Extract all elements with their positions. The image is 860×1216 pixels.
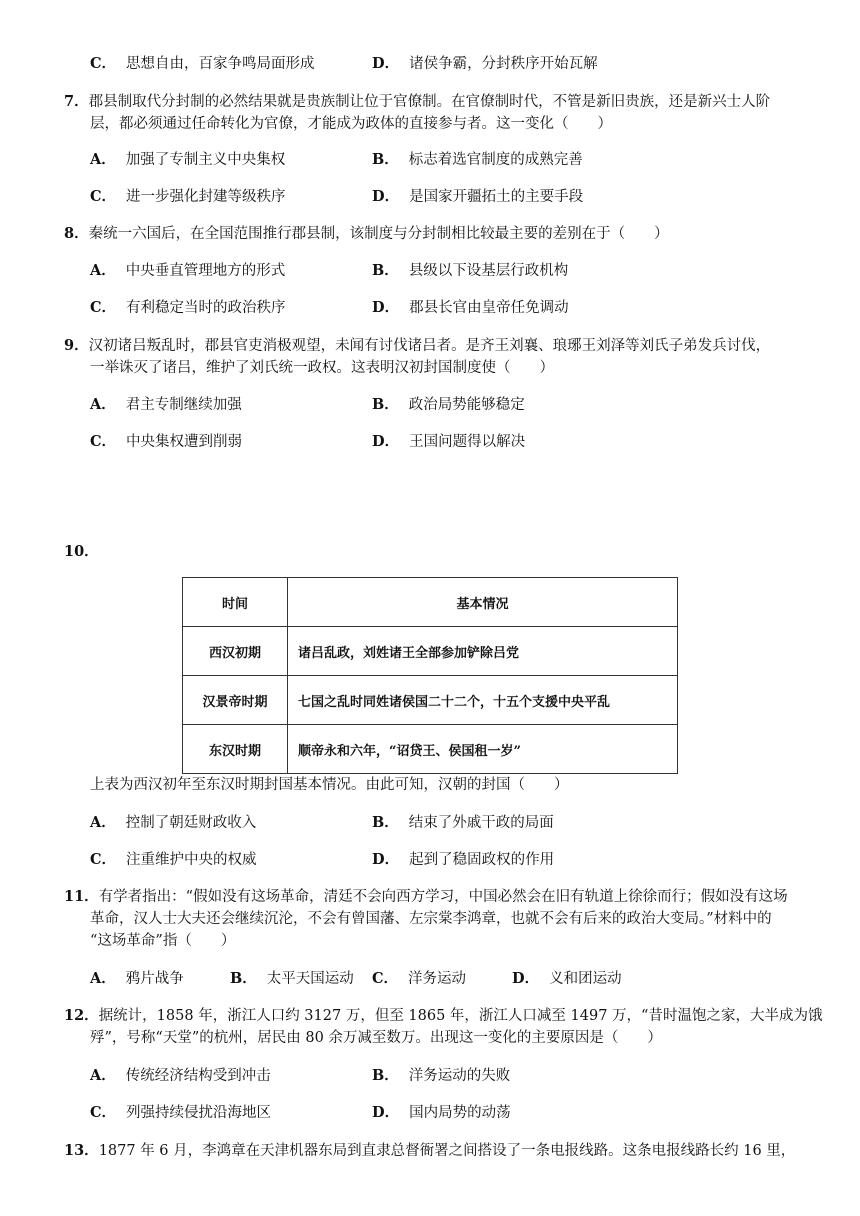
option-label: B．: [372, 1067, 399, 1084]
option-text: 传统经济结构受到冲击: [125, 1068, 271, 1084]
option-label: A．: [90, 1067, 116, 1084]
option-text: 洋务运动的失败: [408, 1068, 511, 1084]
option-label: B．: [372, 151, 399, 168]
option-label: C．: [372, 970, 399, 987]
q7-option-c[interactable]: [90, 187, 286, 207]
table-header-time: 时间: [183, 578, 288, 627]
option-text: 有利稳定当时的政治秩序: [126, 300, 286, 316]
option-text: 中央集权遭到削弱: [126, 434, 243, 450]
option-text: 控制了朝廷财政收入: [125, 815, 257, 831]
q7-option-b[interactable]: [372, 150, 583, 170]
q12-option-d[interactable]: [372, 1103, 511, 1123]
option-text: 注重维护中央的权威: [126, 852, 257, 868]
q7-option-a[interactable]: [90, 150, 285, 170]
option-label: A．: [90, 814, 116, 831]
q7-stem-line-1: [64, 92, 770, 112]
q11-stem-line-1: [64, 887, 788, 907]
table-row: [183, 676, 678, 725]
question-text: 1877 年 6 月，李鸿章在天津机器东局到直隶总督衙署之间搭设了一条电报线路。这条电报线路长约 16 里，: [98, 1143, 796, 1159]
option-text: 王国问题得以解决: [409, 434, 526, 450]
option-text: 县级以下设基层行政机构: [408, 263, 569, 279]
option-label: B．: [372, 262, 399, 279]
question-text: 据统计，1858 年，浙江人口约 3127 万，但至 1865 年，浙江人口减至 1497 万，“昔时温饱之家，大半成为饿: [98, 1008, 823, 1024]
q10-stem-line-1: 上表为西汉初年至东汉时期封国基本情况。由此可知，汉朝的封国（ ）: [90, 777, 569, 793]
option-label: C．: [90, 1104, 117, 1121]
q10-option-c[interactable]: [90, 850, 257, 870]
table-cell-situation: 诸吕乱政，刘姓诸王全部参加铲除吕党: [288, 627, 678, 676]
q8-stem-line-1: [64, 224, 669, 244]
q8-option-c[interactable]: [90, 298, 286, 318]
q8-option-d[interactable]: [372, 298, 569, 318]
q13-stem-line-1: [64, 1141, 795, 1161]
option-label: C．: [90, 188, 117, 205]
q6-option-c[interactable]: [90, 54, 315, 74]
q8-option-a[interactable]: [90, 261, 285, 281]
option-text: 进一步强化封建等级秩序: [126, 189, 286, 205]
question-number: 10．: [64, 543, 99, 560]
option-label: C．: [90, 55, 117, 72]
q9-stem-line-1: [64, 336, 770, 356]
q12-option-c[interactable]: [90, 1103, 271, 1123]
table-cell-situation: 顺帝永和六年，“诏贷王、侯国租一岁”: [288, 725, 678, 774]
q9-option-c[interactable]: [90, 432, 242, 452]
option-text: 是国家开疆拓土的主要手段: [409, 189, 584, 205]
option-label: C．: [90, 299, 117, 316]
table-cell-situation: 七国之乱时同姓诸侯国二十二个，十五个支援中央平乱: [288, 676, 678, 725]
question-text: 秦统一六国后，在全国范围推行郡县制，该制度与分封制相比较最主要的差别在于（ ）: [88, 226, 669, 242]
option-label: D．: [512, 970, 540, 987]
option-label: D．: [372, 55, 400, 72]
q12-stem-line-2: 殍”，号称“天堂”的杭州，居民由 80 余万减至数万。出现这一变化的主要原因是（ ）: [90, 1030, 662, 1046]
option-text: 君主专制继续加强: [125, 397, 242, 413]
q8-option-b[interactable]: [372, 261, 568, 281]
question-number: 13．: [64, 1142, 99, 1159]
q11-option-c[interactable]: [372, 969, 466, 989]
option-text: 洋务运动: [408, 971, 467, 987]
question-number: 9．: [64, 337, 89, 354]
q12-option-a[interactable]: [90, 1066, 271, 1086]
q11-stem-line-3: “这场革命”指（ ）: [90, 933, 236, 949]
option-text: 鸦片战争: [125, 971, 184, 987]
option-label: D．: [372, 433, 400, 450]
question-text: 郡县制取代分封制的必然结果就是贵族制让位于官僚制。在官僚制时代，不管是新旧贵族，还是新兴士人阶: [88, 94, 771, 110]
q10-option-a[interactable]: [90, 813, 256, 833]
question-number: 7．: [64, 93, 89, 110]
q6-option-d[interactable]: [372, 54, 598, 74]
option-text: 政治局势能够稳定: [408, 397, 525, 413]
q10-option-d[interactable]: [372, 850, 554, 870]
table-header-situation: 基本情况: [288, 578, 678, 627]
q9-option-d[interactable]: [372, 432, 525, 452]
q12-stem-line-1: [64, 1006, 822, 1026]
q11-option-d[interactable]: [512, 969, 622, 989]
option-text: 加强了专制主义中央集权: [125, 152, 286, 168]
option-text: 义和团运动: [549, 971, 622, 987]
q10-table: [182, 577, 678, 774]
table-header-row: [183, 578, 678, 627]
table-cell-period: 东汉时期: [183, 725, 288, 774]
q9-stem-line-2: 一举诛灭了诸吕，维护了刘氏统一政权。这表明汉初封国制度使（ ）: [90, 360, 554, 376]
q9-option-a[interactable]: [90, 395, 242, 415]
table-row: [183, 627, 678, 676]
question-number: 12．: [64, 1007, 99, 1024]
option-text: 起到了稳固政权的作用: [409, 852, 555, 868]
option-label: A．: [90, 396, 116, 413]
question-text: 有学者指出：“假如没有这场革命，清廷不会向西方学习，中国必然会在旧有轨道上徐徐而行；假如没有这场: [98, 889, 788, 905]
q7-stem-line-2: 层，都必须通过任命转化为官僚，才能成为政体的直接参与者。这一变化（ ）: [90, 116, 612, 132]
q11-stem-line-2: 革命，汉人士大夫还会继续沉沦，不会有曾国藩、左宗棠李鸿章，也就不会有后来的政治大变局。”材料中的: [90, 911, 772, 927]
option-label: D．: [372, 188, 400, 205]
question-number: 8．: [64, 225, 89, 242]
q10-option-b[interactable]: [372, 813, 554, 833]
q11-option-a[interactable]: [90, 969, 184, 989]
q7-option-d[interactable]: [372, 187, 583, 207]
option-label: D．: [372, 851, 400, 868]
q10-number-line: [64, 542, 99, 562]
q11-option-b[interactable]: [230, 969, 354, 989]
option-text: 中央垂直管理地方的形式: [125, 263, 286, 279]
q9-option-b[interactable]: [372, 395, 525, 415]
option-label: B．: [372, 396, 399, 413]
option-label: D．: [372, 1104, 400, 1121]
option-text: 结束了外戚干政的局面: [408, 815, 554, 831]
option-label: B．: [372, 814, 399, 831]
option-text: 诸侯争霸，分封秩序开始瓦解: [409, 56, 598, 72]
option-text: 列强持续侵扰沿海地区: [126, 1105, 272, 1121]
table-cell-period: 西汉初期: [183, 627, 288, 676]
option-text: 太平天国运动: [266, 971, 354, 987]
option-label: D．: [372, 299, 400, 316]
option-label: C．: [90, 851, 117, 868]
option-label: A．: [90, 151, 116, 168]
q12-option-b[interactable]: [372, 1066, 510, 1086]
option-text: 国内局势的动荡: [409, 1105, 511, 1121]
option-label: A．: [90, 970, 116, 987]
question-text: 汉初诸吕叛乱时，郡县官吏消极观望，未闻有讨伐诸吕者。是齐王刘襄、琅琊王刘泽等刘氏子弟发兵讨伐，: [88, 338, 771, 354]
table-cell-period: 汉景帝时期: [183, 676, 288, 725]
option-label: A．: [90, 262, 116, 279]
option-text: 标志着选官制度的成熟完善: [408, 152, 583, 168]
option-text: 郡县长官由皇帝任免调动: [409, 300, 569, 316]
option-text: 思想自由，百家争鸣局面形成: [126, 56, 315, 72]
table-row: [183, 725, 678, 774]
option-label: B．: [230, 970, 257, 987]
question-number: 11．: [64, 888, 99, 905]
option-label: C．: [90, 433, 117, 450]
